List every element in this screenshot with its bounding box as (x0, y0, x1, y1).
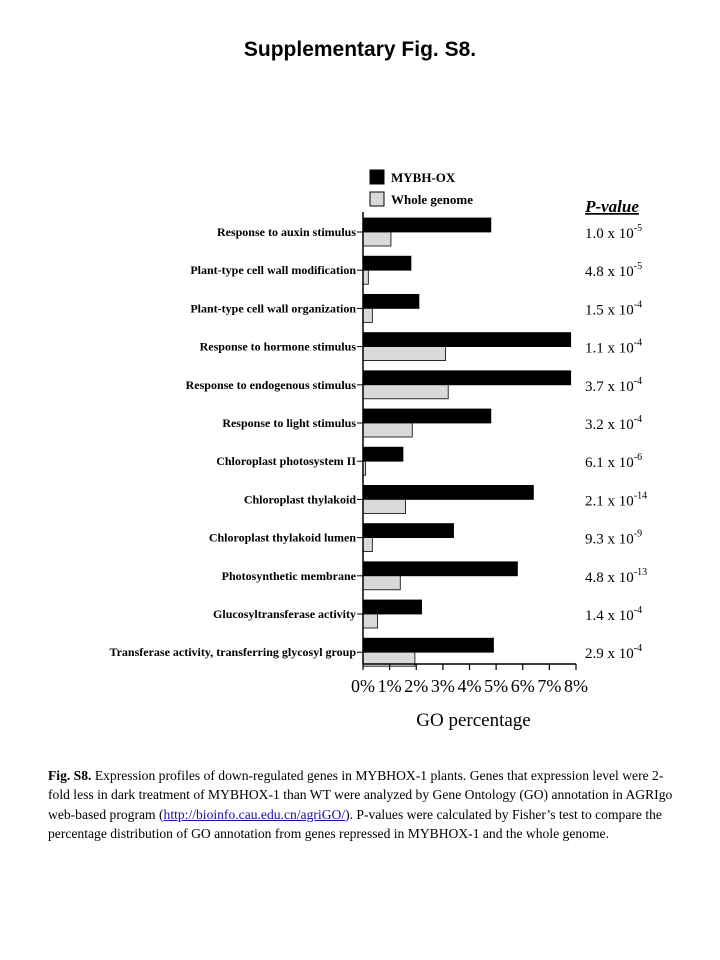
pvalue-header: P-value (585, 197, 639, 216)
legend (370, 170, 473, 207)
x-tick-label-3: 3% (430, 676, 455, 696)
category-label-3: Response to hormone stimulus (199, 339, 356, 354)
bar-mybh-ox-3 (363, 333, 571, 347)
bar-mybh-ox-8 (363, 524, 454, 538)
category-label-10: Glucosyltransferase activity (213, 607, 356, 621)
pvalue-11: 2.9 x $10^{-4}$ (585, 643, 643, 663)
category-label-7: Chloroplast thylakoid (243, 492, 356, 507)
bar-whole-genome-8 (363, 538, 372, 552)
bar-whole-genome-1 (363, 270, 368, 284)
bar-mybh-ox-1 (363, 256, 411, 270)
pvalue-1: 4.8 x $10^{-5}$ (585, 261, 643, 281)
agrigo-link[interactable]: http://bioinfo.cau.edu.cn/agriGO/ (163, 806, 346, 822)
pvalue-8: 9.3 x $10^{-9}$ (585, 528, 643, 548)
bar-whole-genome-3 (363, 347, 446, 361)
bar-mybh-ox-2 (363, 294, 419, 308)
bar-mybh-ox-9 (363, 562, 517, 576)
category-label-6: Chloroplast photosystem II (216, 454, 356, 469)
pvalue-0: 1.0 x $10^{-5}$ (585, 223, 643, 242)
figure-caption (48, 766, 678, 844)
pvalue-column (584, 197, 647, 662)
bar-mybh-ox-10 (363, 600, 422, 614)
pvalue-3: 1.1 x $10^{-4}$ (585, 337, 643, 357)
caption-text-1: Expression profiles of down-regulated genes in MYBHOX-1 plants. Genes that expression level were 2-fold less in dark treatment of MYBHOX-1 than WT were analyzed by Gene Ontology (GO) annotation in AGRIgo web-based program ( (48, 768, 673, 822)
bar-whole-genome-4 (363, 385, 448, 399)
category-label-1: Plant-type cell wall modification (190, 263, 356, 278)
bar-whole-genome-5 (363, 423, 412, 437)
bar-mybh-ox-4 (363, 371, 571, 385)
category-label-2: Plant-type cell wall organization (190, 301, 356, 316)
bar-whole-genome-9 (363, 576, 400, 590)
category-label-4: Response to endogenous stimulus (185, 377, 356, 392)
pvalue-10: 1.4 x $10^{-4}$ (585, 605, 643, 624)
bar-whole-genome-7 (363, 499, 406, 513)
legend-label-0: MYBH-OX (391, 170, 456, 185)
pvalue-7: 2.1 x $10^{-14}$ (585, 490, 648, 510)
caption-text-2: ). P-values were calculated by Fisher’s test to compare the percentage distribution of GO annotation from genes repressed in MYBHOX-1 and the whole genome. (48, 806, 662, 842)
category-label-11: Transferase activity, transferring glycosyl group (109, 645, 356, 660)
category-label-8: Chloroplast thylakoid lumen (208, 530, 356, 545)
pvalue-9: 4.8 x $10^{-13}$ (585, 566, 648, 586)
pvalue-4: 3.7 x $10^{-4}$ (585, 375, 643, 395)
category-labels (109, 225, 363, 659)
x-tick-label-2: 2% (404, 676, 429, 696)
bar-whole-genome-0 (363, 232, 391, 246)
x-axis-label: GO percentage (416, 710, 531, 731)
legend-swatch-0 (370, 170, 384, 184)
pvalue-5: 3.2 x $10^{-4}$ (585, 414, 643, 433)
x-tick-label-5: 5% (484, 676, 509, 696)
page-title: Supplementary Fig. S8. (243, 38, 477, 61)
category-label-5: Response to light stimulus (222, 416, 356, 430)
caption-label: Fig. S8. (48, 768, 92, 783)
x-tick-label-1: 1% (377, 676, 402, 696)
bar-whole-genome-2 (363, 308, 372, 322)
pvalue-6: 6.1 x $10^{-6}$ (585, 452, 643, 472)
pvalue-2: 1.5 x $10^{-4}$ (585, 299, 643, 319)
x-tick-label-6: 6% (510, 676, 535, 696)
category-label-9: Photosynthetic membrane (221, 568, 356, 583)
bar-mybh-ox-0 (363, 218, 491, 232)
go-enrichment-chart (0, 160, 720, 740)
legend-label-1: Whole genome (391, 192, 473, 207)
bar-mybh-ox-6 (363, 447, 403, 461)
legend-swatch-1 (370, 192, 384, 206)
x-tick-label-8: 8% (564, 676, 588, 696)
x-tick-label-7: 7% (537, 676, 562, 696)
bar-mybh-ox-11 (363, 638, 493, 652)
x-tick-label-0: 0% (351, 676, 375, 696)
bar-mybh-ox-5 (363, 409, 491, 423)
x-tick-label-4: 4% (457, 676, 482, 696)
bar-whole-genome-10 (363, 614, 378, 628)
bar-mybh-ox-7 (363, 485, 533, 499)
bars-group (363, 218, 571, 666)
category-label-0: Response to auxin stimulus (216, 225, 356, 239)
